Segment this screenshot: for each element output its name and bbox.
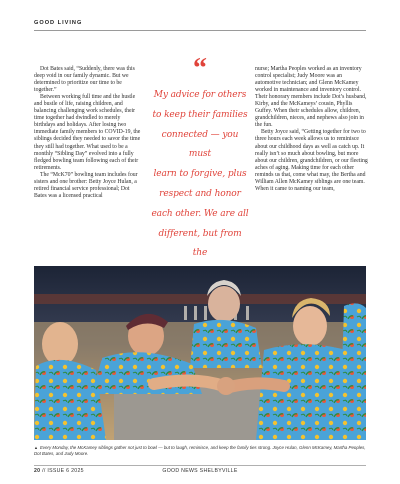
pull-quote-line: each other. We are all — [151, 208, 249, 219]
pull-quote-line: connected — you must — [161, 129, 239, 160]
right-paragraph-1: nurse; Martha Peoples worked as an inventory control specialist; Judy Moore was an automotive technician; and Glenn McKamey worked in maintenance and inventory control. Their honorary members include Dot’s husband, Kirby, and the McKameys’ cousin, Phyllis Guffey. When their schedules allow, children, grandchildren, nieces, and nephews also join in the fun. — [255, 66, 367, 129]
pull-quote — [150, 53, 250, 297]
left-paragraph-1: Dot Bates said, “Suddenly, there was this deep void in our family dynamic. But we determined to prioritize our time to be together.” — [34, 66, 135, 94]
right-column — [255, 66, 369, 193]
footer-rule — [34, 465, 366, 466]
pull-quote-line: respect and honor — [159, 188, 241, 199]
caption-triangle-icon: ▲ — [34, 445, 38, 450]
quote-mark-icon: “ — [193, 53, 207, 84]
pull-quote-line: learn to forgive, plus — [153, 169, 247, 180]
left-paragraph-3: The “McK70” bowling team includes four sisters and one brother: Betty Joyce Hulan, a retired financial service professional; Dot Bates was a licensed practical — [34, 171, 138, 199]
pull-quote-line: My advice for others — [153, 90, 247, 100]
publication-name: GOOD NEWS SHELBYVILLE — [162, 468, 238, 474]
pull-quote-text — [150, 86, 250, 284]
photo-caption — [34, 445, 366, 457]
right-paragraph-2: Betty Joyce said, “Getting together for two to three hours each week allows us to reminisce about our childhood days as well as catch up. It really isn’t so much about bowling, but more about our children, grandchildren, or our fleeting aches of aging. Making time for each other reminds us that, come what may, the Bertha and William Allen McKamey siblings are one team. When it came to naming our team, — [255, 129, 368, 192]
caption-text: Every Monday, the McKamey siblings gather not just to bowl — but to laugh, reminisce, and keep the family ties strong. Joyce Hulan, Glenn McKamey, Martha Peoples, Dot Bates, and Judy Moore. — [34, 445, 366, 456]
pull-quote-line: to keep their families — [152, 109, 248, 120]
left-paragraph-2: Between working full time and the hustle and bustle of life, raising children, and balancing challenging work schedules, their time together had dwindled to merely birthdays and holidays. After losing two immediate family members to COVID-19, the siblings decided they needed to savor the time they still had together. What used to be a monthly “Sibling Day” evolved into a fully fledged bowling team following each of their retirements. — [34, 94, 141, 171]
section-label: GOOD LIVING — [34, 20, 83, 26]
bowling-photo — [34, 266, 366, 440]
top-rule — [34, 30, 366, 31]
left-column — [34, 66, 142, 200]
pull-quote-line: different, but from the — [158, 228, 242, 259]
footer-center — [0, 468, 400, 474]
issue-label: // ISSUE 6 2025 — [42, 468, 84, 474]
page-number: 20 — [34, 468, 41, 474]
bowling-photo-illustration — [34, 266, 366, 440]
